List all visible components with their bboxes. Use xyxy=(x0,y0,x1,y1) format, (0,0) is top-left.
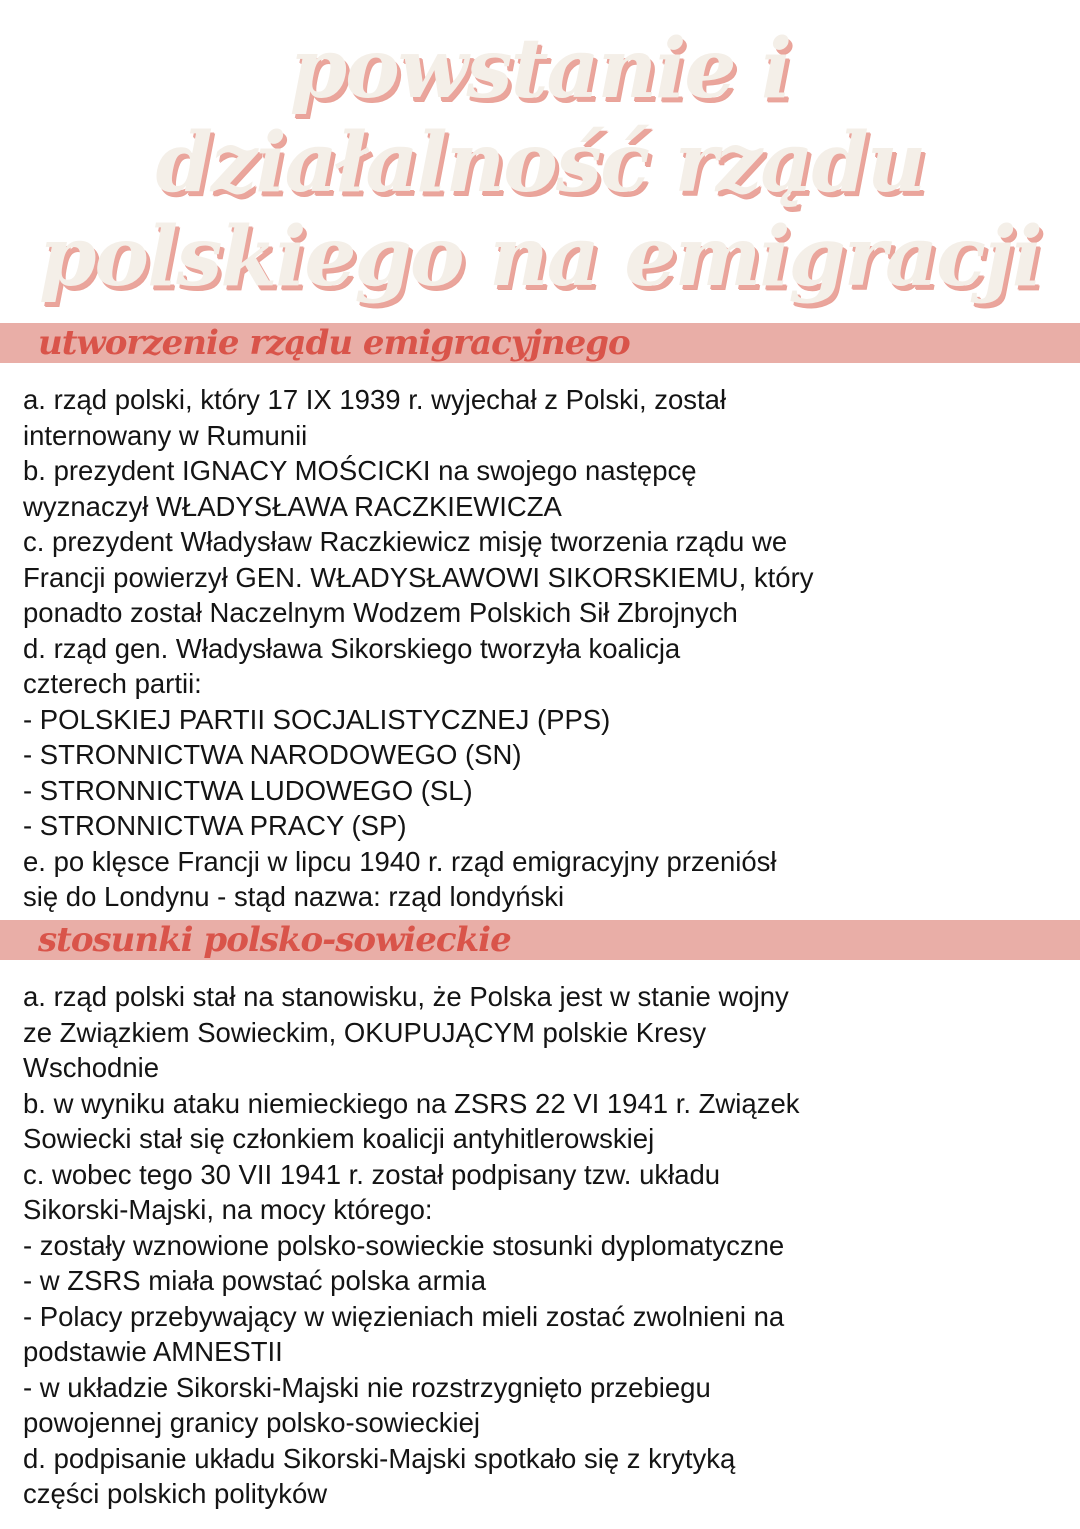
text-line: b. w wyniku ataku niemieckiego na ZSRS 22 VI 1941 r. Związek xyxy=(23,1087,800,1119)
text-line: Sikorski-Majski, na mocy którego: xyxy=(23,1194,433,1225)
section-body-1 xyxy=(23,382,1063,915)
list-item: - w ZSRS miała powstać polska armia xyxy=(23,1265,487,1296)
text-line: d. podpisanie układu Sikorski-Majski spotkało się z krytyką xyxy=(23,1442,736,1474)
text-line: Sowiecki stał się członkiem koalicji antyhitlerowskiej xyxy=(23,1123,655,1154)
section-heading-band-2 xyxy=(0,920,1080,960)
list-item: - STRONNICTWA NARODOWEGO (SN) xyxy=(23,739,522,770)
text-line: części polskich polityków xyxy=(23,1478,328,1509)
list-item: - w układzie Sikorski-Majski nie rozstrzygnięto przebiegu xyxy=(23,1371,711,1403)
text-line: Wschodnie xyxy=(23,1052,160,1083)
text-line: b. prezydent IGNACY MOŚCICKI na swojego następcę xyxy=(23,455,697,486)
text-line: d. rząd gen. Władysława Sikorskiego tworzyła koalicja xyxy=(23,632,681,664)
list-item: - Polacy przebywający w więzieniach mieli zostać zwolnieni na xyxy=(23,1300,785,1332)
text-line: ponadto został Naczelnym Wodzem Polskich Sił Zbrojnych xyxy=(23,597,738,628)
text-line: wyznaczył WŁADYSŁAWA RACZKIEWICZA xyxy=(23,490,562,522)
text-line: c. prezydent Władysław Raczkiewicz misję tworzenia rządu we xyxy=(23,526,788,557)
title-line-3: polskiego na emigracji xyxy=(39,209,1041,305)
title-line-2: działalność rządu xyxy=(155,115,925,211)
text-line: czterech partii: xyxy=(23,668,202,699)
text-line: podstawie AMNESTII xyxy=(23,1336,283,1367)
page-title xyxy=(0,22,1080,304)
text-line: internowany w Rumunii xyxy=(23,419,308,451)
text-line: ze Związkiem Sowieckim, OKUPUJĄCYM polskie Kresy xyxy=(23,1016,707,1048)
section-body-2 xyxy=(23,979,1063,1512)
text-line: e. po klęsce Francji w lipcu 1940 r. rząd emigracyjny przeniósł xyxy=(23,845,777,877)
section-heading-band-1 xyxy=(0,323,1080,363)
text-line: się do Londynu - stąd nazwa: rząd londyński xyxy=(23,881,565,912)
text-line: powojennej granicy polsko-sowieckiej xyxy=(23,1407,481,1438)
text-line: a. rząd polski, który 17 IX 1939 r. wyjechał z Polski, został xyxy=(23,384,727,415)
text-line: a. rząd polski stał na stanowisku, że Polska jest w stanie wojny xyxy=(23,981,789,1012)
list-item: - STRONNICTWA LUDOWEGO (SL) xyxy=(23,774,473,806)
section-heading-2: stosunki polsko-sowieckie xyxy=(38,920,511,960)
text-line: Francji powierzył GEN. WŁADYSŁAWOWI SIKORSKIEMU, który xyxy=(23,561,814,593)
text-line: c. wobec tego 30 VII 1941 r. został podpisany tzw. układu xyxy=(23,1158,721,1190)
list-item: - POLSKIEJ PARTII SOCJALISTYCZNEJ (PPS) xyxy=(23,703,611,735)
list-item: - STRONNICTWA PRACY (SP) xyxy=(23,810,407,841)
title-line-1: powstanie i xyxy=(289,21,791,117)
list-item: - zostały wznowione polsko-sowieckie stosunki dyplomatyczne xyxy=(23,1229,785,1261)
section-heading-1: utworzenie rządu emigracyjnego xyxy=(38,323,630,363)
